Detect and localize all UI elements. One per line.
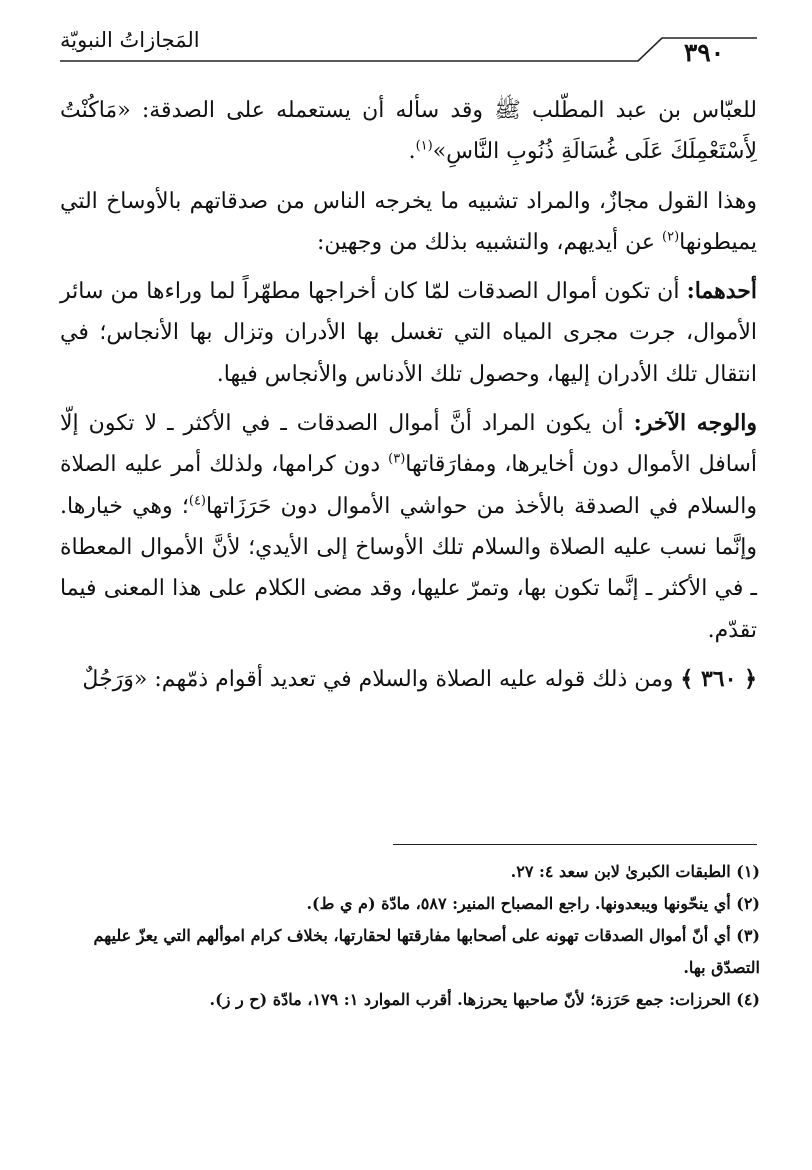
footnote-3: (٣) أي أنّ أموال الصدقات تهونه على أصحابها مفارقتها لحقارتها، بخلاف كرام اموألهم التي يعزّ عليهم التصدّق بها. <box>93 926 760 977</box>
main-text <box>60 90 757 700</box>
paragraph-2: وهذا القول مجازٌ، والمراد تشبيه ما يخرجه الناس من صدقاتهم بالأوساخ التي يميطونها$^{(٢)}$ عن أيديهم، والتشبيه بذلك من وجهين: <box>60 188 757 255</box>
second-aspect-heading: والوجه الآخر: <box>633 410 757 437</box>
footnote-separator <box>393 844 757 845</box>
first-aspect-heading: أحدهما: <box>686 278 757 305</box>
hadith-text: للعبّاس بن عبد المطّلب ﷺ وقد سأله أن يستعمله على الصدقة: «مَاكُنْتُ لِأَسْتَعْمِلَكَ عَلَى غُسَالَةِ ذُنُوبِ النَّاسِ» <box>60 98 757 165</box>
footnote-2: (٢) أي ينحّونها ويبعدونها. راجع المصباح المنير: ٥٨٧، مادّة (م ي ط). <box>306 894 760 913</box>
running-title: المَجازاتُ النبويّة <box>60 28 200 52</box>
footnotes <box>60 856 760 1016</box>
paragraph-4: والوجه الآخر: أن يكون المراد أنَّ أموال الصدقات ـ في الأكثر ـ لا تكون إلّا أسافل الأموال دون أخايرها، ومفارَقاتها$^{(٣)}$ دون كرامها، ولذلك أمر عليه الصلاة والسلام في الصدقة بالأخذ من حواشي الأموال دون حَرَزَاتها$^{(٤)}$؛ وهي خيارها. وإنَّما نسب عليه الصلاة والسلام تلك الأوساخ إلى الأيدي؛ لأنَّ الأموال المعطاة ـ في الأكثر ـ إنَّما تكون بها، وتمرّ عليها، وقد مضى الكلام على هذا المعنى فيما تقدّم. <box>60 410 757 643</box>
paragraph-3: أحدهما: أن تكون أموال الصدقات لمّا كان أخراجها مطهّراً لما وراءها من سائر الأموال، جرت مجرى المياه التي تغسل بها الأدران وتزال بها الأنجاس؛ في انتقال تلك الأدران إليها، وحصول تلك الأدناس والأنجاس فيها. <box>60 278 758 387</box>
paragraph-5: ﴿ ٣٦٠ ﴾ ومن ذلك قوله عليه الصلاة والسلام في تعديد أقوام ذمّهم: «وَرَجُلٌ <box>82 665 757 692</box>
footnote-4: (٤) الحرزات: جمع حَرَزة؛ لأنّ صاحبها يحرزها. أقرب الموارد ١: ١٧٩، مادّة (ح ر ز). <box>209 990 760 1009</box>
header-rule <box>0 0 812 80</box>
footnote-1: (١) الطبقات الكبرىٰ لابن سعد ٤: ٢٧. <box>510 862 760 881</box>
footnote-ref-2[interactable]: (٢) <box>662 229 680 245</box>
footnote-ref-3[interactable]: (٣) <box>388 452 406 468</box>
footnote-ref-4[interactable]: (٤) <box>188 493 206 509</box>
footnote-ref-1[interactable]: (١) <box>415 138 433 154</box>
hadith-number: ﴿ ٣٦٠ ﴾ <box>680 665 757 692</box>
paragraph-1: للعبّاس بن عبد المطّلب ﷺ وقد سأله أن يستعمله على الصدقة: «مَاكُنْتُ لِأَسْتَعْمِلَكَ عَلَى غُسَالَةِ ذُنُوبِ النَّاسِ»$^{(١)}$. <box>60 98 757 165</box>
page-number: ٣٩٠ <box>683 38 725 67</box>
